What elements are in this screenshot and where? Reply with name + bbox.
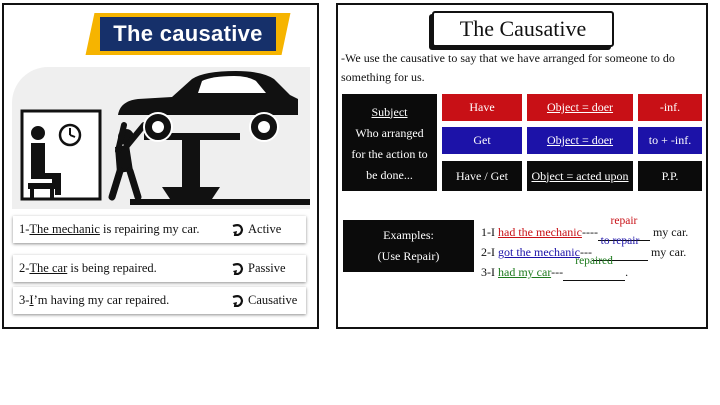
intro-text: -We use the causative to say that we have arranged for someone to do something for us. xyxy=(341,51,675,84)
answer-blank xyxy=(563,255,625,281)
object-doer-cell: Object = doer xyxy=(527,127,633,154)
example-line-1: 1-I had the mechanic---- repair my car. xyxy=(481,215,689,239)
subject-desc-line: Who arranged xyxy=(355,125,424,140)
mechanic-illustration xyxy=(12,67,310,209)
examples-sublabel: (Use Repair) xyxy=(377,249,440,263)
lift-base xyxy=(162,187,220,199)
curved-arrow-icon xyxy=(231,223,244,236)
voice-label: Passive xyxy=(248,261,286,275)
voice-label: Causative xyxy=(248,293,298,307)
subject-desc-line: for the action to xyxy=(351,146,428,161)
sentence-subject: The mechanic xyxy=(29,222,100,236)
causative-overview-panel xyxy=(2,3,319,329)
curved-arrow-icon xyxy=(231,262,244,275)
form-to-inf-cell: to + -inf. xyxy=(638,127,702,154)
examples-box xyxy=(343,220,474,272)
sentence-passive: 2-The car is being repaired. Passive xyxy=(13,255,306,282)
example-phrase: had the mechanic xyxy=(498,225,582,239)
answer-word: to repair xyxy=(600,235,640,247)
causative-rules-panel xyxy=(336,3,708,329)
answer-word: repair xyxy=(610,215,638,227)
object-doer-cell: Object = doer xyxy=(527,94,633,121)
example-line-3: 3-I had my car--- repaired . xyxy=(481,255,629,279)
mechanic-scene-graphic xyxy=(12,67,310,209)
voice-label: Active xyxy=(248,222,282,236)
verb-get-cell: Get xyxy=(442,127,522,154)
sentence-subject: I xyxy=(29,293,34,307)
example-line-2: 2-I got the mechanic--- to repair my car. xyxy=(481,235,687,259)
subject-desc-line: be done... xyxy=(366,167,413,182)
object-acted-upon-cell: Object = acted upon xyxy=(527,161,633,191)
example-phrase: got the mechanic xyxy=(498,245,580,259)
form-inf-cell: -inf. xyxy=(638,94,702,121)
sentence-causative: 3-I’m having my car repaired. Causative xyxy=(13,287,306,314)
subject-heading: Subject xyxy=(371,104,408,119)
curved-arrow-icon xyxy=(231,294,244,307)
verb-have-get-cell: Have / Get xyxy=(442,161,522,191)
examples-label: Examples: xyxy=(383,228,434,242)
answer-word: repaired xyxy=(575,255,613,267)
sentence-active: 1-The mechanic is repairing my car. Active xyxy=(13,216,306,243)
customer-head xyxy=(31,126,45,140)
panel-title: The causative xyxy=(100,17,276,51)
sentence-subject: The car xyxy=(29,261,68,275)
example-phrase: had my car xyxy=(498,265,552,279)
floor-line xyxy=(130,199,310,205)
form-pp-cell: P.P. xyxy=(638,161,702,191)
lift-column xyxy=(182,137,200,187)
verb-have-cell: Have xyxy=(442,94,522,121)
subject-cell xyxy=(342,94,437,191)
rules-title: The Causative xyxy=(432,11,614,47)
chair-seat xyxy=(28,183,58,189)
